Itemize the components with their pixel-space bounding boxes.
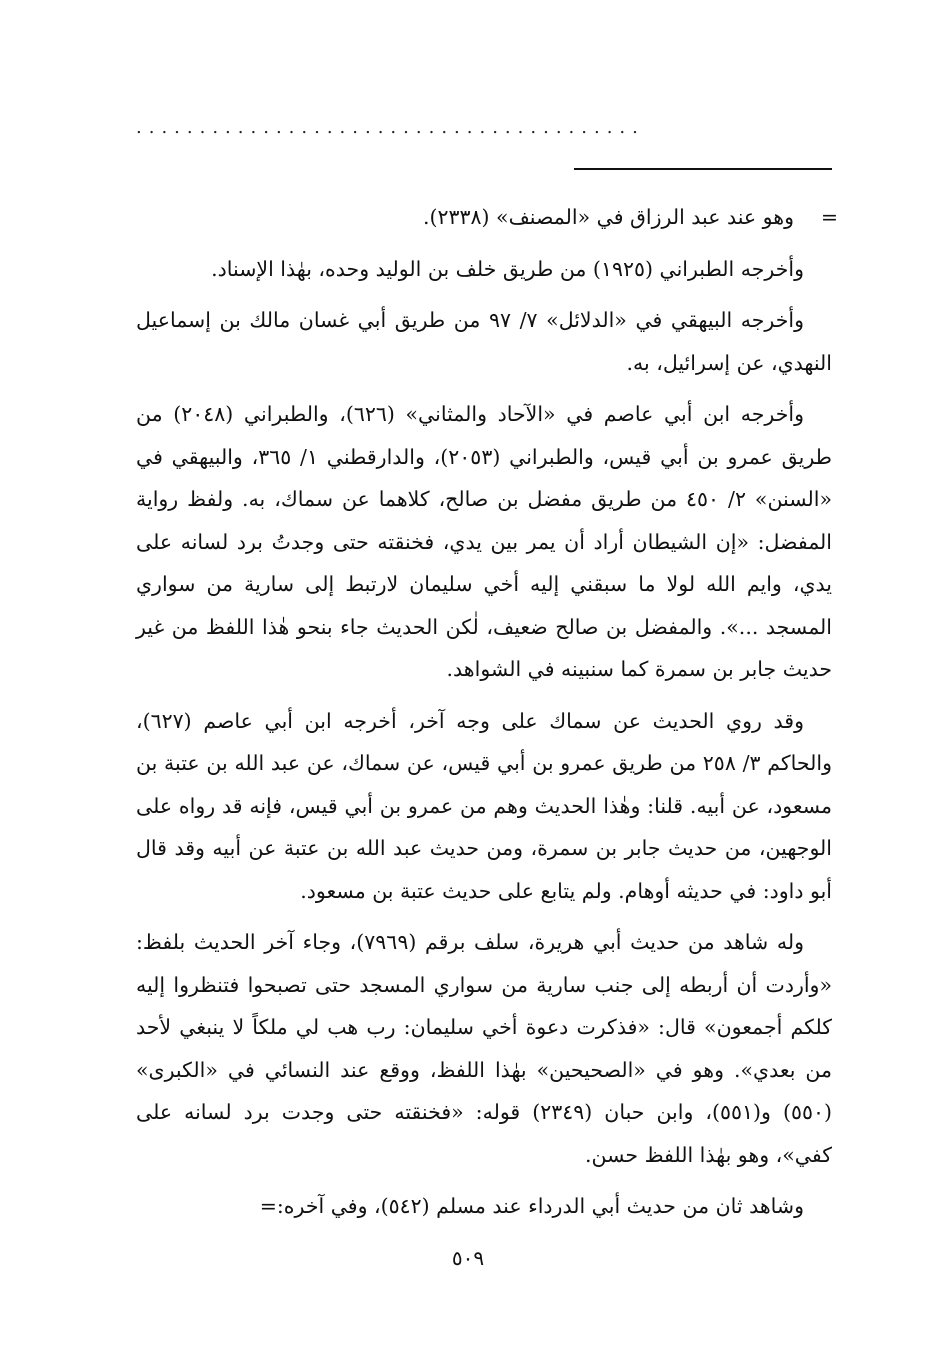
continuation-mark: = — [820, 205, 838, 229]
footnote-paragraph-1 — [136, 196, 838, 239]
dotted-separator: ........................................ — [136, 118, 645, 138]
paragraph-text: وهو عند عبد الرزاق في «المصنف» (٢٣٣٨). — [422, 205, 794, 229]
footnote-paragraph-4: وأخرجه ابن أبي عاصم في «الآحاد والمثاني» (٦٢٦)، والطبراني (٢٠٤٨) من طريق عمرو بن أبي قيس، والطبراني (٢٠٥٣)، والدارقطني ١/ ٣٦٥، والبيهقي في «السنن» ٢/ ٤٥٠ من طريق مفضل بن صالح، كلاهما عن سماك، به. ولفظ رواية المفضل: «إن الشيطان أراد أن يمر بين يدي، فخنقته حتى وجدتُ برد لسانه على يدي، وايم الله لولا ما سبقني إليه أخي سليمان لارتبط إلى سارية من سواري المسجد ...». والمفضل بن صالح ضعيف، لٰكن الحديث جاء بنحو هٰذا اللفظ من غير حديث جابر بن سمرة كما سنبينه في الشواهد. — [136, 402, 833, 681]
footnote-paragraph-7: وشاهد ثان من حديث أبي الدرداء عند مسلم (٥٤٢)، وفي آخره:= — [259, 1194, 804, 1218]
page-number: ٥٠٩ — [451, 1246, 485, 1270]
footnote-paragraph-5: وقد روي الحديث عن سماك على وجه آخر، أخرجه ابن أبي عاصم (٦٢٧)، والحاكم ٣/ ٢٥٨ من طريق عمرو بن أبي قيس، عن سماك، عن عبد الله بن عتبة بن مسعود، عن أبيه. قلنا: وهٰذا الحديث وهم من عمرو بن أبي قيس، فإنه قد رواه على الوجهين، من حديث جابر بن سمرة، ومن حديث عبد الله بن عتبة عن أبيه وقد قال أبو داود: في حديثه أوهام. ولم يتابع على حديث عتبة بن مسعود. — [136, 708, 832, 903]
footnote-text — [136, 196, 838, 1237]
footnote-paragraph-2: وأخرجه الطبراني (١٩٢٥) من طريق خلف بن الوليد وحده، بهٰذا الإسناد. — [211, 256, 804, 281]
footnote-paragraph-6: وله شاهد من حديث أبي هريرة، سلف برقم (٧٩٦٩)، وجاء آخر الحديث بلفظ: «وأردت أن أربطه إلى جنب سارية من سواري المسجد حتى تصبحوا فتنظروا إليه كلكم أجمعون» قال: «فذكرت دعوة أخي سليمان: رب هب لي ملكاً لا ينبغي لأحد من بعدي». وهو في «الصحيحين» بهٰذا اللفظ، ووقع عند النسائي في «الكبرى» (٥٥٠) و(٥٥١)، وابن حبان (٢٣٤٩) قوله: «فخنقته حتى وجدت برد لسانه على كفي»، وهو بهٰذا اللفظ حسن. — [136, 930, 832, 1167]
footnote-rule — [574, 168, 832, 170]
footnote-paragraph-3: وأخرجه البيهقي في «الدلائل» ٧/ ٩٧ من طريق أبي غسان مالك بن إسماعيل النهدي، عن إسرائيل، به. — [136, 308, 832, 375]
